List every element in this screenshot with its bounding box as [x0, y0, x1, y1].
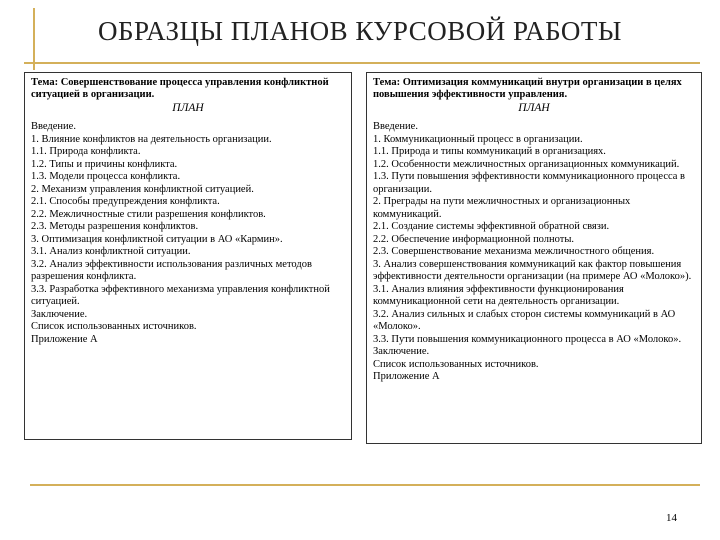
plan-item: 1.2. Типы и причины конфликта.: [31, 158, 178, 170]
plan-item: 3.2. Анализ сильных и слабых сторон системы коммуникаций в АО «Молоко».: [373, 308, 676, 332]
plan-item: 2.1. Создание системы эффективной обратной связи.: [373, 221, 610, 232]
plan-item: Введение.: [373, 121, 418, 132]
plan-item: 1. Коммуникационный процесс в организации.: [373, 133, 583, 145]
page-title: ОБРАЗЦЫ ПЛАНОВ КУРСОВОЙ РАБОТЫ: [98, 16, 622, 46]
right-plan-box: [366, 72, 702, 444]
plan-item: 3.3. Пути повышения коммуникационного процесса в АО «Молоко».: [373, 333, 682, 345]
left-plan-label: ПЛАН: [172, 102, 204, 114]
plan-item: 2. Преграды на пути межличностных и организационных коммуникаций.: [373, 196, 631, 220]
plan-item: 2.3. Совершенствование механизма межличностного общения.: [373, 246, 655, 257]
plan-item: 1.1. Природа и типы коммуникаций в организациях.: [373, 146, 606, 157]
left-plan-topic: Тема: Совершенствование процесса управления конфликтной ситуацией в организации.: [31, 77, 329, 100]
right-plan-list: [373, 121, 695, 384]
plan-item: 3.3. Разработка эффективного механизма управления конфликтной ситуацией.: [31, 283, 330, 307]
plan-item: Приложение А: [373, 371, 440, 382]
plan-item: 2. Механизм управления конфликтной ситуацией.: [31, 183, 254, 195]
plan-item: 2.3. Методы разрешения конфликтов.: [31, 221, 199, 232]
page-number: 14: [666, 512, 677, 524]
decorative-vertical-line: [33, 8, 35, 70]
plan-item: 2.2. Обеспечение информационной полноты.: [373, 233, 575, 245]
plan-item: 2.2. Межличностные стили разрешения конфликтов.: [31, 208, 266, 220]
plan-item: 3.1. Анализ влияния эффективности функционирования коммуникационной сети на деятельность организации.: [373, 283, 624, 307]
plan-item: 3.2. Анализ эффективности использования различных методов разрешения конфликта.: [31, 258, 312, 282]
left-plan-box: [24, 72, 352, 440]
plan-item: 1.1. Природа конфликта.: [31, 146, 141, 157]
plan-item: Введение.: [31, 121, 76, 132]
title-underline: [24, 62, 700, 64]
plan-item: 2.1. Способы предупреждения конфликта.: [31, 196, 220, 207]
plan-item: Список использованных источников.: [373, 358, 539, 370]
left-plan-list: [31, 121, 345, 346]
plan-item: 1.2. Особенности межличностных организационных коммуникаций.: [373, 158, 680, 170]
footer-line: [30, 484, 700, 486]
plan-item: 1.3. Пути повышения эффективности коммуникационного процесса в организации.: [373, 171, 686, 195]
plan-item: Список использованных источников.: [31, 321, 197, 332]
plan-item: Заключение.: [31, 308, 88, 320]
plan-item: 3. Оптимизация конфликтной ситуации в АО «Кармин».: [31, 233, 283, 245]
plan-item: 3. Анализ совершенствования коммуникаций как фактор повышения эффективности деятельности организации (на примере АО «Молоко»).: [373, 258, 692, 282]
right-plan-label: ПЛАН: [518, 102, 550, 114]
plan-item: 3.1. Анализ конфликтной ситуации.: [31, 246, 191, 257]
plan-item: 1. Влияние конфликтов на деятельность организации.: [31, 133, 272, 145]
right-plan-topic: Тема: Оптимизация коммуникаций внутри организации в целях повышения эффективности управления.: [373, 77, 682, 100]
plan-item: Заключение.: [373, 346, 430, 357]
plan-item: Приложение А: [31, 333, 98, 345]
plan-item: 1.3. Модели процесса конфликта.: [31, 171, 181, 182]
